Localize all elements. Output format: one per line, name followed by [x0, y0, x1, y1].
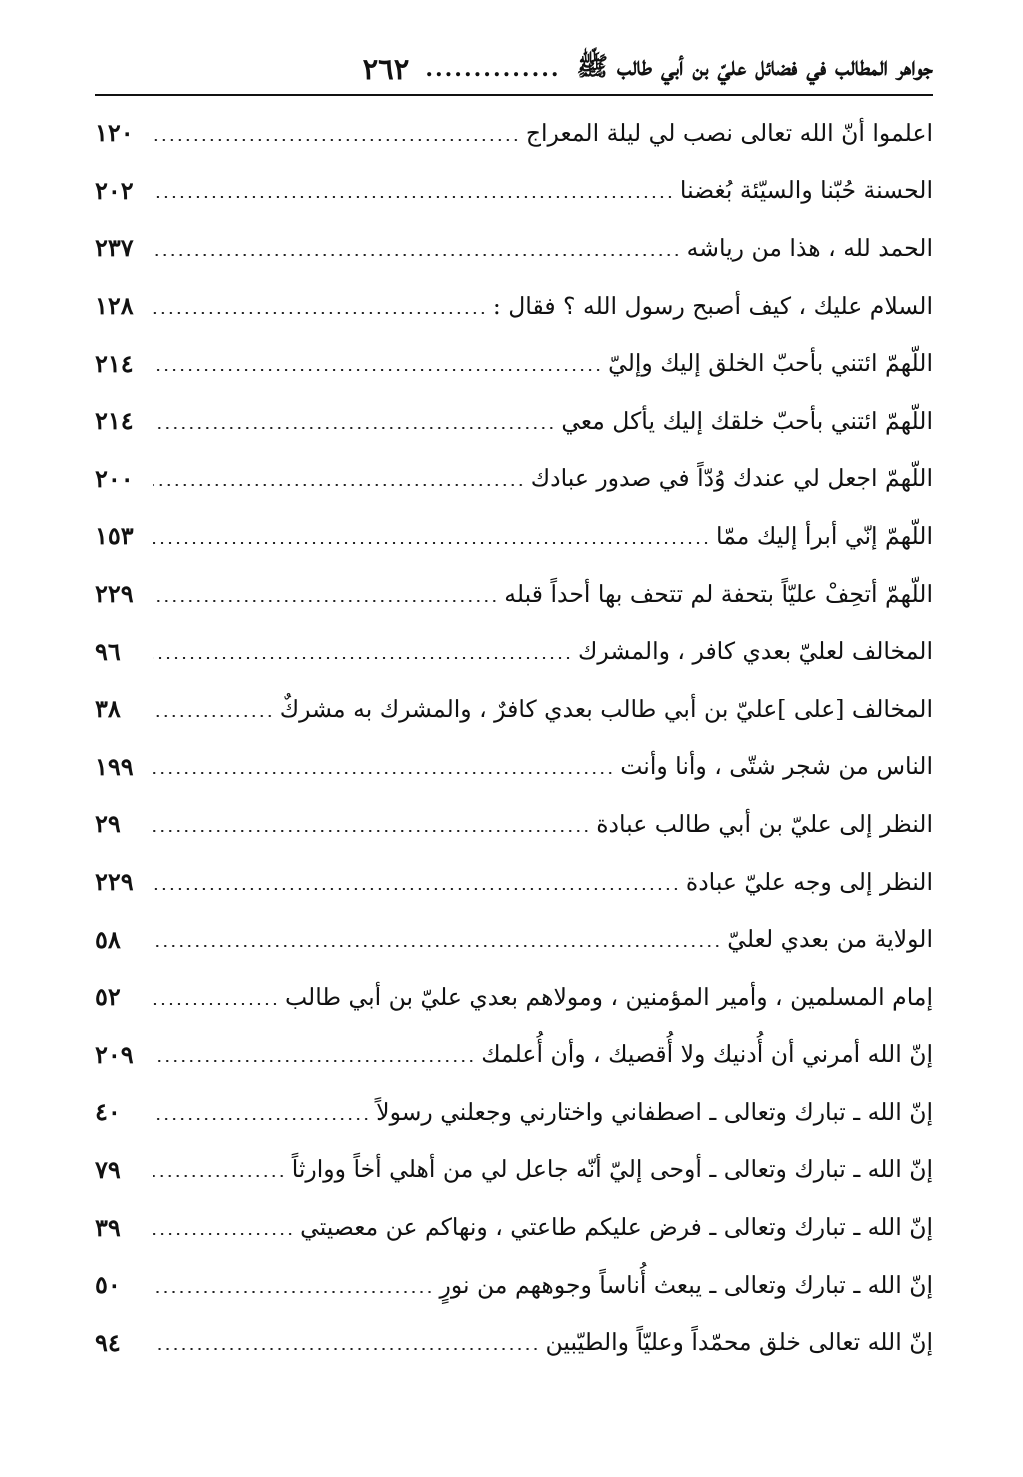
entry-page-number: ٥٢: [95, 982, 121, 1012]
header-dot-leader: ..............: [425, 56, 561, 82]
entry-text: اللّهمّ أتحِفْ عليّاً بتحفة لم تتحف بها أحداً قبله: [504, 579, 933, 608]
page-number: ٢٦٢: [362, 52, 410, 86]
dot-leader: [153, 139, 520, 141]
dot-leader: [153, 1118, 370, 1120]
dot-leader: [153, 945, 721, 947]
dot-leader: [153, 772, 614, 774]
entry-text: إنّ الله ـ تبارك وتعالى ـ أوحى إليّ أنّه جاعل لي من أهلي أخاً ووارثاً: [291, 1155, 933, 1184]
entry-page-number: ٩٤: [95, 1327, 121, 1357]
page-header: [95, 44, 933, 96]
index-entry: [95, 219, 933, 277]
index-entry: [95, 738, 933, 796]
entry-page-number: ١٢٠: [95, 118, 134, 148]
dot-leader: [153, 484, 525, 486]
index-entry: [95, 1083, 933, 1141]
index-entry: [95, 277, 933, 335]
hadith-index-list: [95, 104, 933, 1371]
entry-page-number: ٢١٤: [95, 348, 134, 378]
dot-leader: [153, 888, 680, 890]
entry-page-number: ١٥٣: [95, 521, 134, 551]
index-entry: [95, 334, 933, 392]
dot-leader: [153, 715, 274, 717]
entry-text: اعلموا أنّ الله تعالى نصب لي ليلة المعراج: [525, 118, 933, 147]
index-entry: [95, 162, 933, 220]
index-entry: [95, 795, 933, 853]
entry-text: المخالف لعليّ بعدي كافر ، والمشرك: [578, 637, 933, 666]
entry-page-number: ٢٠٢: [95, 175, 134, 205]
entry-text: السلام عليك ، كيف أصبح رسول الله ؟ فقال :: [492, 291, 933, 320]
dot-leader: [153, 254, 681, 256]
entry-text: إنّ الله ـ تبارك وتعالى ـ يبعث أُناساً وجوههم من نورٍ: [439, 1270, 933, 1299]
dot-leader: [153, 1348, 540, 1350]
entry-page-number: ٢١٤: [95, 406, 134, 436]
entry-page-number: ٧٩: [95, 1154, 121, 1184]
dot-leader: [153, 542, 710, 544]
index-entry: [95, 1256, 933, 1314]
entry-text: اللّهمّ ائتني بأحبّ الخلق إليك وإليّ: [608, 349, 933, 378]
entry-page-number: ٣٩: [95, 1212, 121, 1242]
entry-text: الناس من شجر شتّى ، وأنا وأنت: [620, 752, 933, 781]
entry-page-number: ٢٩: [95, 809, 121, 839]
entry-text: الولاية من بعدي لعليّ: [727, 925, 933, 954]
index-entry: [95, 1026, 933, 1084]
dot-leader: [153, 1291, 434, 1293]
entry-text: الحسنة حُبّنا والسيّئة بُغضنا: [679, 176, 933, 205]
entry-page-number: ٢٠٠: [95, 463, 134, 493]
dot-leader: [153, 1060, 475, 1062]
entry-text: الحمد لله ، هذا من رياشه: [686, 233, 933, 262]
entry-page-number: ٥٨: [95, 924, 121, 954]
index-entry: [95, 968, 933, 1026]
entry-page-number: ٥٠: [95, 1270, 121, 1300]
index-entry: [95, 910, 933, 968]
entry-text: إنّ الله ـ تبارك وتعالى ـ اصطفاني واختارني وجعلني رسولاً: [376, 1097, 933, 1126]
entry-text: اللّهمّ إنّي أبرأ إليك ممّا: [716, 521, 933, 550]
entry-text: النظر إلى عليّ بن أبي طالب عبادة: [596, 809, 933, 838]
dot-leader: [153, 657, 572, 659]
entry-text: إنّ الله تعالى خلق محمّداً وعليّاً والطيّبين: [545, 1328, 933, 1357]
entry-text: النظر إلى وجه عليّ عبادة: [685, 867, 933, 896]
dot-leader: [153, 600, 498, 602]
entry-page-number: ٢٣٧: [95, 233, 134, 263]
entry-page-number: ٢٢٩: [95, 867, 134, 897]
entry-page-number: ٣٨: [95, 694, 121, 724]
index-entry: [95, 1198, 933, 1256]
entry-text: إنّ الله أمرني أن أُدنيك ولا أُقصيك ، وأن أُعلمك: [481, 1040, 933, 1069]
dot-leader: [153, 196, 674, 198]
dot-leader: [153, 312, 487, 314]
entry-text: اللّهمّ ائتني بأحبّ خلقك إليك يأكل معي: [561, 406, 933, 435]
dot-leader: [153, 1175, 286, 1177]
dot-leader: [153, 427, 555, 429]
entry-page-number: ١٢٨: [95, 291, 134, 321]
entry-text: اللّهمّ اجعل لي عندك وُدّاً في صدور عبادك: [530, 464, 933, 493]
index-entry: [95, 104, 933, 162]
dot-leader: [153, 369, 602, 371]
index-entry: [95, 1313, 933, 1371]
entry-page-number: ٢٠٩: [95, 1039, 134, 1069]
index-entry: [95, 507, 933, 565]
index-entry: [95, 622, 933, 680]
index-entry: [95, 450, 933, 508]
index-entry: [95, 392, 933, 450]
index-entry: [95, 1141, 933, 1199]
entry-text: إمام المسلمين ، وأمير المؤمنين ، ومولاهم بعدي عليّ بن أبي طالب: [284, 982, 933, 1011]
index-entry: [95, 680, 933, 738]
dot-leader: [153, 830, 590, 832]
entry-text: المخالف [على ]عليّ بن أبي طالب بعدي كافرٌ ، والمشرك به مشركٌ: [279, 694, 933, 723]
entry-page-number: ٤٠: [95, 1097, 121, 1127]
dot-leader: [153, 1003, 279, 1005]
entry-text: إنّ الله ـ تبارك وتعالى ـ فرض عليكم طاعتي ، ونهاكم عن معصيتي: [300, 1213, 933, 1242]
dot-leader: [153, 1233, 294, 1235]
entry-page-number: ١٩٩: [95, 751, 134, 781]
index-entry: [95, 565, 933, 623]
book-title: جواهر المطالب في فضائل عليّ بن أبي طالب ﷺ: [576, 52, 933, 82]
entry-page-number: ٩٦: [95, 636, 121, 666]
index-entry: [95, 853, 933, 911]
entry-page-number: ٢٢٩: [95, 579, 134, 609]
